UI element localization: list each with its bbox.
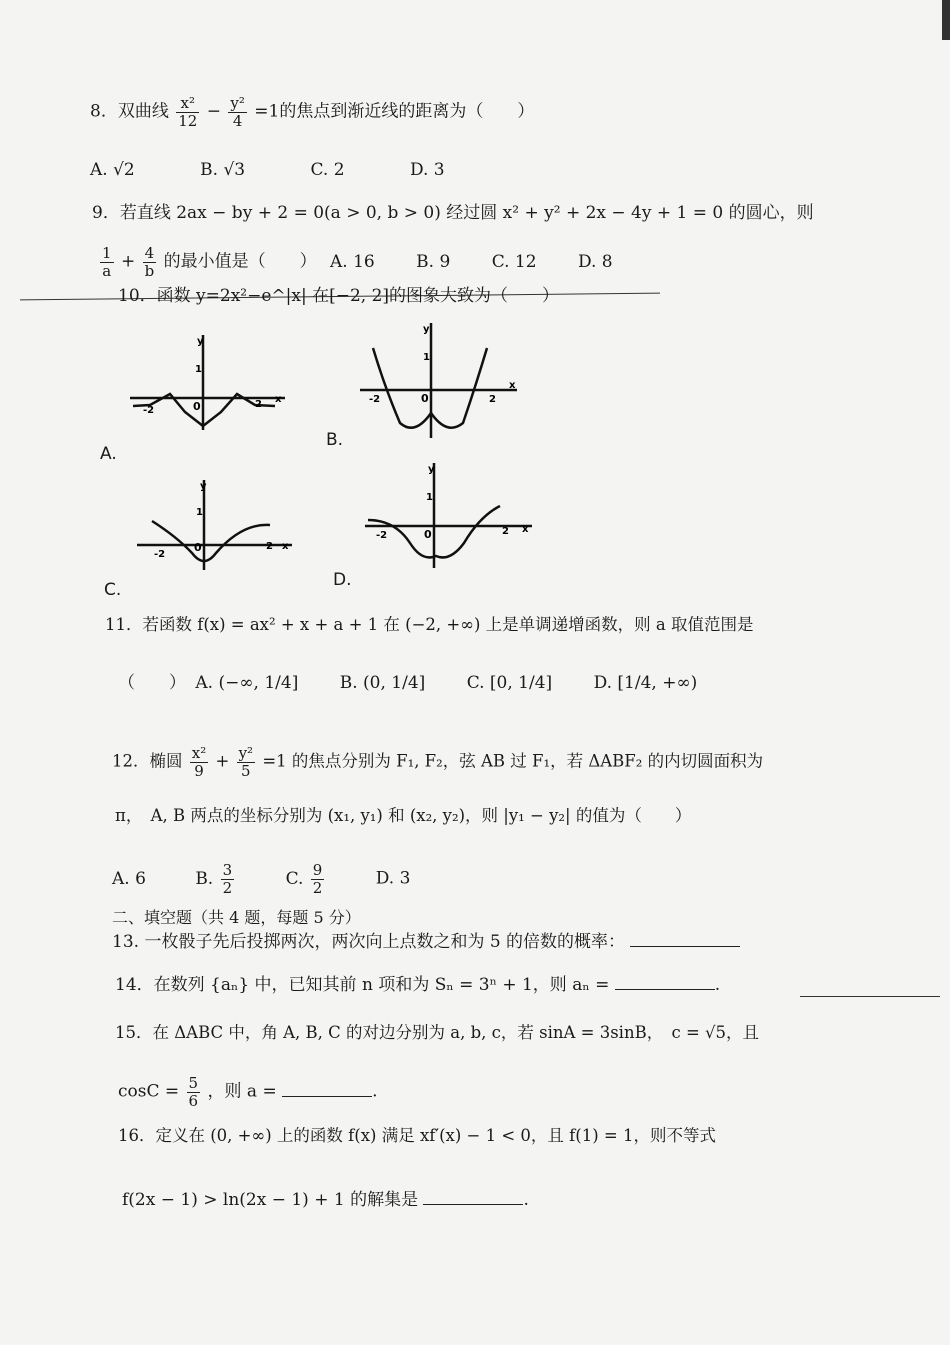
graph-b-tick-neg2: -2 bbox=[369, 394, 381, 405]
fraction-5-6: $\frac{5}{6}$ bbox=[188, 1074, 199, 1110]
question-8: 8．双曲线 $\frac{\text{x²}}{12}$ − $\frac{\text{y²}}{4}$ =1的焦点到渐近线的距离为（ ） bbox=[90, 94, 535, 130]
q12-options bbox=[112, 862, 410, 896]
fraction-4-b: $\frac{4}{b}$ bbox=[144, 244, 155, 280]
graph-a-label: A. bbox=[100, 444, 117, 464]
graph-b-origin: 0 bbox=[421, 392, 429, 405]
q15-answer-blank[interactable] bbox=[282, 1082, 372, 1097]
corner-mark bbox=[942, 0, 950, 40]
fraction-x2-12: $\frac{\text{x²}}{12}$ bbox=[178, 94, 198, 130]
graph-c-origin: 0 bbox=[194, 541, 202, 554]
graph-a-tick-neg2: -2 bbox=[143, 405, 155, 416]
graph-b-tick-2: 2 bbox=[489, 394, 496, 405]
graph-c-y-label: y bbox=[200, 481, 207, 492]
fraction-1-a: $\frac{1}{a}$ bbox=[102, 244, 112, 280]
graph-a-tick-2: 2 bbox=[255, 399, 262, 410]
graph-d bbox=[360, 458, 540, 570]
section-2-heading: 二、填空题（共 4 题，每题 5 分） bbox=[112, 908, 361, 927]
q11-option-b: B. (0, 1/4] bbox=[339, 673, 426, 693]
question-11: 11．若函数 f(x) = ax² + x + a + 1 在 (−2, +∞) 上是单调递增函数，则 a 取值范围是 bbox=[105, 615, 754, 634]
q8-stem: 8．双曲线 bbox=[90, 101, 169, 122]
graph-a-origin: 0 bbox=[193, 400, 201, 413]
question-16: 16．定义在 (0, +∞) 上的函数 f(x) 满足 xf′(x) − 1 < 0，且 f(1) = 1，则不等式 bbox=[118, 1126, 716, 1145]
graph-d-origin: 0 bbox=[424, 528, 432, 541]
q16-line2: f(2x − 1) > ln(2x − 1) + 1 的解集是 . bbox=[122, 1190, 529, 1210]
q12-option-c: C. $\frac{9}{2}$ bbox=[285, 861, 323, 897]
question-12: 12．椭圆 $\frac{\text{x²}}{9}$ + $\frac{\text{y²}}{5}$ =1 的焦点分别为 F₁, F₂，弦 AB 过 F₁，若 ΔABF₂ 的内切圆面积为 bbox=[112, 744, 764, 780]
q9-option-d: D. 8 bbox=[577, 251, 613, 272]
q11-option-a: A. (−∞, 1/4] bbox=[195, 673, 299, 693]
q9-option-c: C. 12 bbox=[491, 251, 537, 272]
q12-option-b: B. $\frac{3}{2}$ bbox=[195, 861, 233, 897]
graph-c-tick-1: 1 bbox=[196, 507, 203, 518]
graph-a-tick-1: 1 bbox=[195, 364, 202, 375]
q8-options bbox=[90, 162, 481, 179]
graph-b-y-label: y bbox=[423, 324, 430, 335]
q11-option-c: C. [0, 1/4] bbox=[466, 673, 553, 693]
graph-d-tick-1: 1 bbox=[426, 492, 433, 503]
graph-b-tick-1: 1 bbox=[423, 352, 430, 363]
q11-answer-paren: （ ） bbox=[118, 673, 186, 693]
fraction-y2-4: $\frac{\text{y²}}{4}$ bbox=[230, 94, 245, 130]
q8-option-b: B. √3 bbox=[200, 160, 246, 180]
graph-d-tick-neg2: -2 bbox=[376, 530, 388, 541]
q14-answer-blank[interactable] bbox=[615, 975, 715, 990]
question-14: 14．在数列 {aₙ} 中，已知其前 n 项和为 Sₙ = 3ⁿ + 1，则 aₙ = . bbox=[115, 975, 721, 995]
graph-d-x-label: x bbox=[522, 524, 529, 535]
q11-options bbox=[118, 675, 733, 692]
q9-option-b: B. 9 bbox=[416, 251, 451, 272]
q12-line2: π， A, B 两点的坐标分别为 (x₁, y₁) 和 (x₂, y₂)，则 |y₁ − y₂| 的值为（ ） bbox=[115, 806, 692, 825]
graph-b-x-label: x bbox=[509, 380, 516, 391]
graph-d-y-label: y bbox=[428, 464, 435, 475]
graph-c-label: C. bbox=[104, 580, 122, 600]
graph-a-x-label: x bbox=[275, 394, 282, 405]
fraction-y2-5: $\frac{\text{y²}}{5}$ bbox=[238, 744, 254, 780]
graph-b bbox=[355, 318, 525, 443]
q8-option-c: C. 2 bbox=[310, 160, 345, 180]
graph-a-y-label: y bbox=[197, 336, 204, 347]
q9-option-a: A. 16 bbox=[330, 251, 375, 272]
question-15: 15．在 ΔABC 中，角 A, B, C 的对边分别为 a, b, c，若 sinA = 3sinB， c = √5，且 bbox=[115, 1023, 760, 1042]
graph-a bbox=[125, 330, 295, 440]
q12-option-d: D. 3 bbox=[375, 868, 411, 889]
graph-c-tick-neg2: -2 bbox=[154, 549, 166, 560]
q8-option-d: D. 3 bbox=[409, 160, 445, 180]
q8-option-a: A. √2 bbox=[90, 160, 135, 180]
q11-option-d: D. [1/4, +∞) bbox=[593, 673, 698, 693]
graph-d-label: D. bbox=[333, 570, 352, 590]
question-10: 10．函数 y=2x²−e^|x| 在[−2, 2]的图象大致为（ ） bbox=[118, 286, 560, 306]
stray-line-right bbox=[800, 996, 940, 997]
graph-d-tick-2: 2 bbox=[502, 526, 509, 537]
q9-line2: $\frac{1}{a}$ + $\frac{4}{b}$ 的最小值是（ ） A. 16 B. 9 C. 12 D. 8 bbox=[102, 244, 613, 280]
q16-answer-blank[interactable] bbox=[423, 1190, 523, 1205]
q12-option-a: A. 6 bbox=[112, 868, 146, 889]
graph-c bbox=[132, 475, 302, 575]
fraction-x2-9: $\frac{\text{x²}}{9}$ bbox=[191, 744, 207, 780]
q13-answer-blank[interactable] bbox=[630, 932, 740, 947]
q15-line2: cosC = $\frac{5}{6}$ ，则 a = . bbox=[118, 1074, 378, 1110]
graph-b-label: B. bbox=[326, 430, 344, 450]
question-13: 13. 一枚骰子先后投掷两次，两次向上点数之和为 5 的倍数的概率： bbox=[112, 932, 740, 951]
question-9: 9．若直线 2ax − by + 2 = 0(a > 0, b > 0) 经过圆 x² + y² + 2x − 4y + 1 = 0 的圆心，则 bbox=[92, 203, 814, 223]
graph-c-tick-2: 2 bbox=[266, 541, 273, 552]
graph-c-x-label: x bbox=[282, 541, 289, 552]
